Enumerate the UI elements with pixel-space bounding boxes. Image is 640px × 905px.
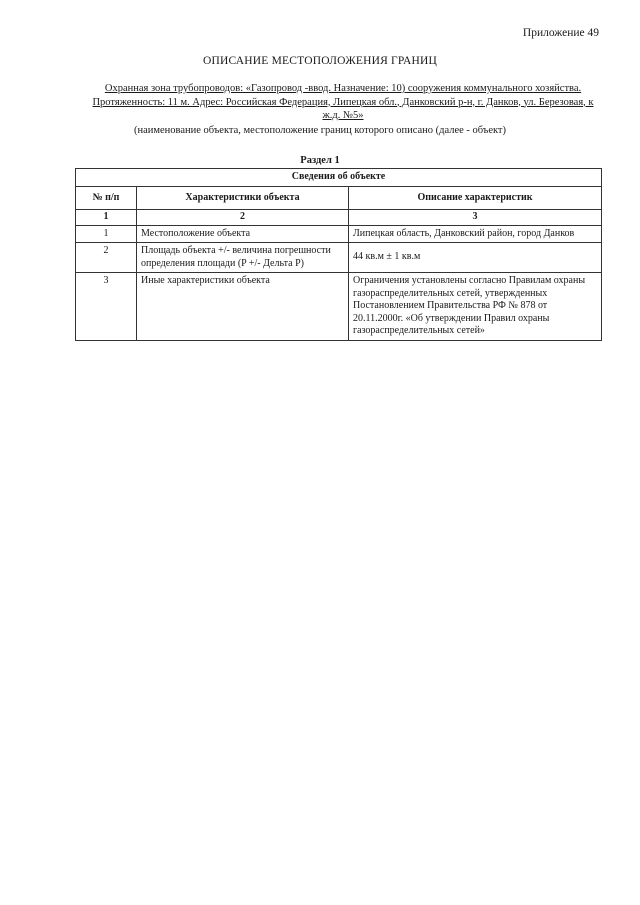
row-characteristic: Иные характеристики объекта — [137, 273, 349, 341]
row-characteristic: Площадь объекта +/- величина погрешности определения площади (P +/- Дельта P) — [137, 243, 349, 273]
section-title: Раздел 1 — [300, 155, 340, 166]
column-index-2: 2 — [137, 210, 349, 226]
row-number: 1 — [76, 225, 137, 243]
table-row — [76, 225, 602, 243]
column-index-1: 1 — [76, 210, 137, 226]
row-number: 3 — [76, 273, 137, 341]
column-header-number: № п/п — [76, 186, 137, 210]
row-description: 44 кв.м ± 1 кв.м — [349, 243, 602, 273]
column-index-3: 3 — [349, 210, 602, 226]
object-name: Охранная зона трубопроводов: «Газопровод -ввод. Назначение: 10) сооружения коммунального хозяйства. Протяженность: 11 м. Адрес: Российская Федерация, Липецкая обл., Данковский р-н, г. Данков, ул. Березовая, к ж.д. №5» — [92, 83, 594, 121]
object-info-table — [75, 168, 602, 341]
table-heading-row — [76, 169, 602, 187]
column-header-description: Описание характеристик — [349, 186, 602, 210]
table-row — [76, 243, 602, 273]
column-index-row — [76, 210, 602, 226]
object-caption: (наименование объекта, местоположение границ которого описано (далее - объект) — [133, 125, 507, 136]
table-row — [76, 273, 602, 341]
row-description: Липецкая область, Данковский район, город Данков — [349, 225, 602, 243]
row-description: Ограничения установлены согласно Правилам охраны газораспределительных сетей, утвержденных Постановлением Правительства РФ № 878 от 20.11.2000г. «Об утверждении Правил охраны газораспределительных сетей» — [349, 273, 602, 341]
document-title: ОПИСАНИЕ МЕСТОПОЛОЖЕНИЯ ГРАНИЦ — [202, 55, 438, 67]
table-heading: Сведения об объекте — [76, 169, 602, 187]
column-header-characteristic: Характеристики объекта — [137, 186, 349, 210]
row-number: 2 — [76, 243, 137, 273]
table-header-row — [76, 186, 602, 210]
appendix-label: Приложение 49 — [522, 27, 599, 39]
row-characteristic: Местоположение объекта — [137, 225, 349, 243]
